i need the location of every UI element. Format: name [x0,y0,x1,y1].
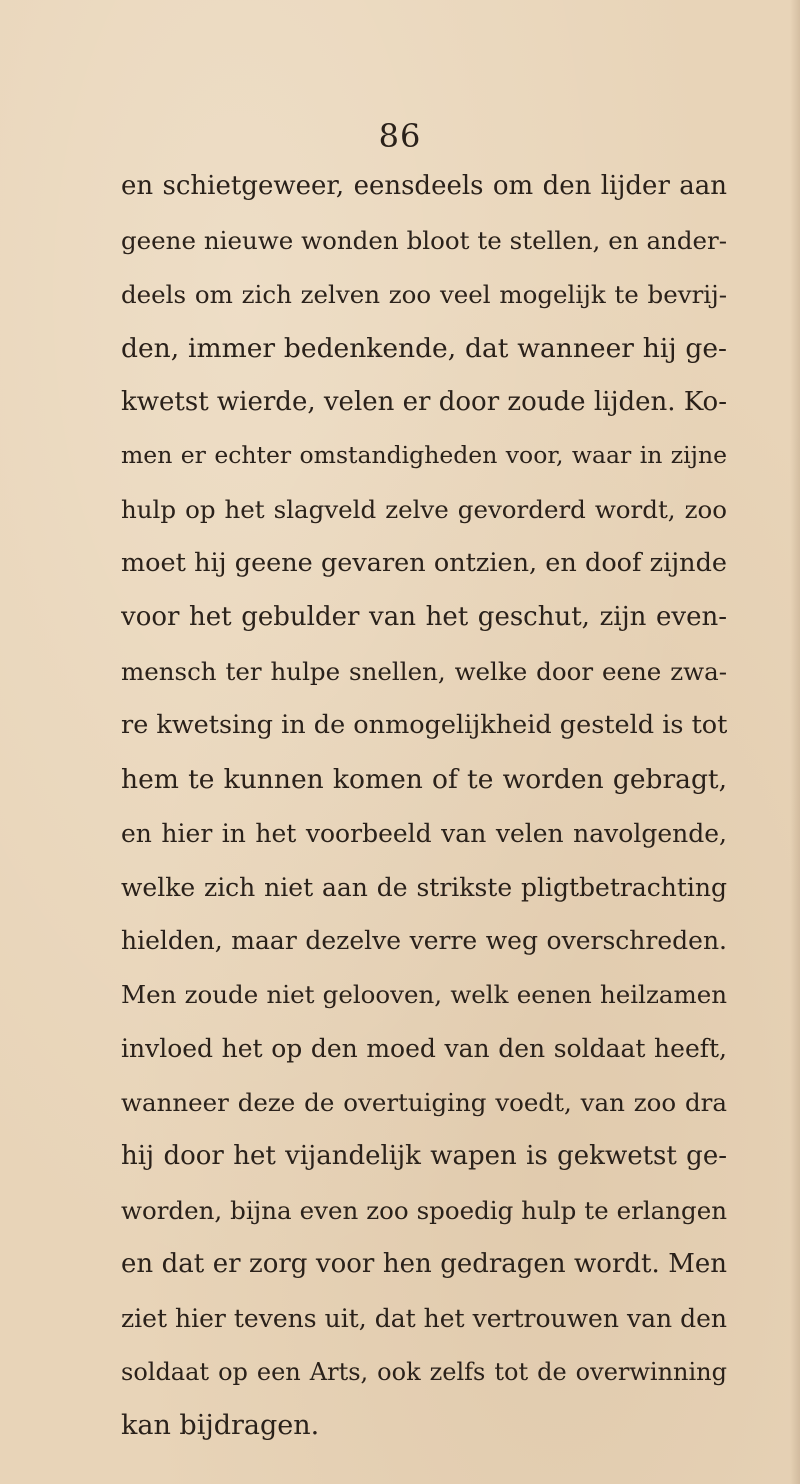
text-line-5: kwetst wierde, velen er door zoude lijden. Ko- [121,386,727,417]
text-line-17: invloed het op den moed van den soldaat heeft, [121,1034,727,1064]
text-line-22: ziet hier tevens uit, dat het vertrouwen van den [121,1303,727,1333]
body-text [121,160,727,1453]
text-line-3: deels om zich zelven zoo veel mogelijk te bevrij- [121,279,727,309]
text-line-20: worden, bijna even zoo spoedig hulp te erlangen [121,1195,727,1225]
text-line-4: den, immer bedenkende, dat wanneer hij ge- [121,332,727,364]
text-line-12: hem te kunnen komen of te worden gebragt, [121,763,727,795]
text-line-19: hij door het vijandelijk wapen is gekwetst ge- [121,1141,727,1172]
text-line-15: hielden, maar dezelve verre weg overschreden. [121,926,727,956]
text-line-2: geene nieuwe wonden bloot te stellen, en ander- [121,225,727,255]
page-number: 86 [378,117,422,155]
text-line-6: men er echter omstandigheden voor, waar in zijne [121,441,727,470]
text-line-8: moet hij geene gevaren ontzien, en doof zijnde [121,548,727,579]
text-line-10: mensch ter hulpe snellen, welke door eene zwa- [121,657,727,687]
text-line-11: re kwetsing in de onmogelijkheid gesteld is tot [121,709,727,740]
text-line-16: Men zoude niet gelooven, welk eenen heilzamen [121,980,727,1010]
text-line-23: soldaat op een Arts, ook zelfs tot de overwinning [121,1357,727,1386]
text-line-9: voor het gebulder van het geschut, zijn even- [121,602,727,633]
text-line-18: wanneer deze de overtuiging voedt, van zoo dra [121,1088,727,1118]
text-line-21: en dat er zorg voor hen gedragen wordt. Men [121,1248,727,1279]
text-line-7: hulp op het slagveld zelve gevorderd wordt, zoo [121,495,727,525]
text-line-13: en hier in het voorbeeld van velen navolgende, [121,818,727,848]
text-line-14: welke zich niet aan de strikste pligtbetrachting [121,872,727,902]
text-line-1: en schietgeweer, eensdeels om den lijder aan [121,171,727,201]
text-line-24: kan bijdragen. [121,1410,320,1442]
